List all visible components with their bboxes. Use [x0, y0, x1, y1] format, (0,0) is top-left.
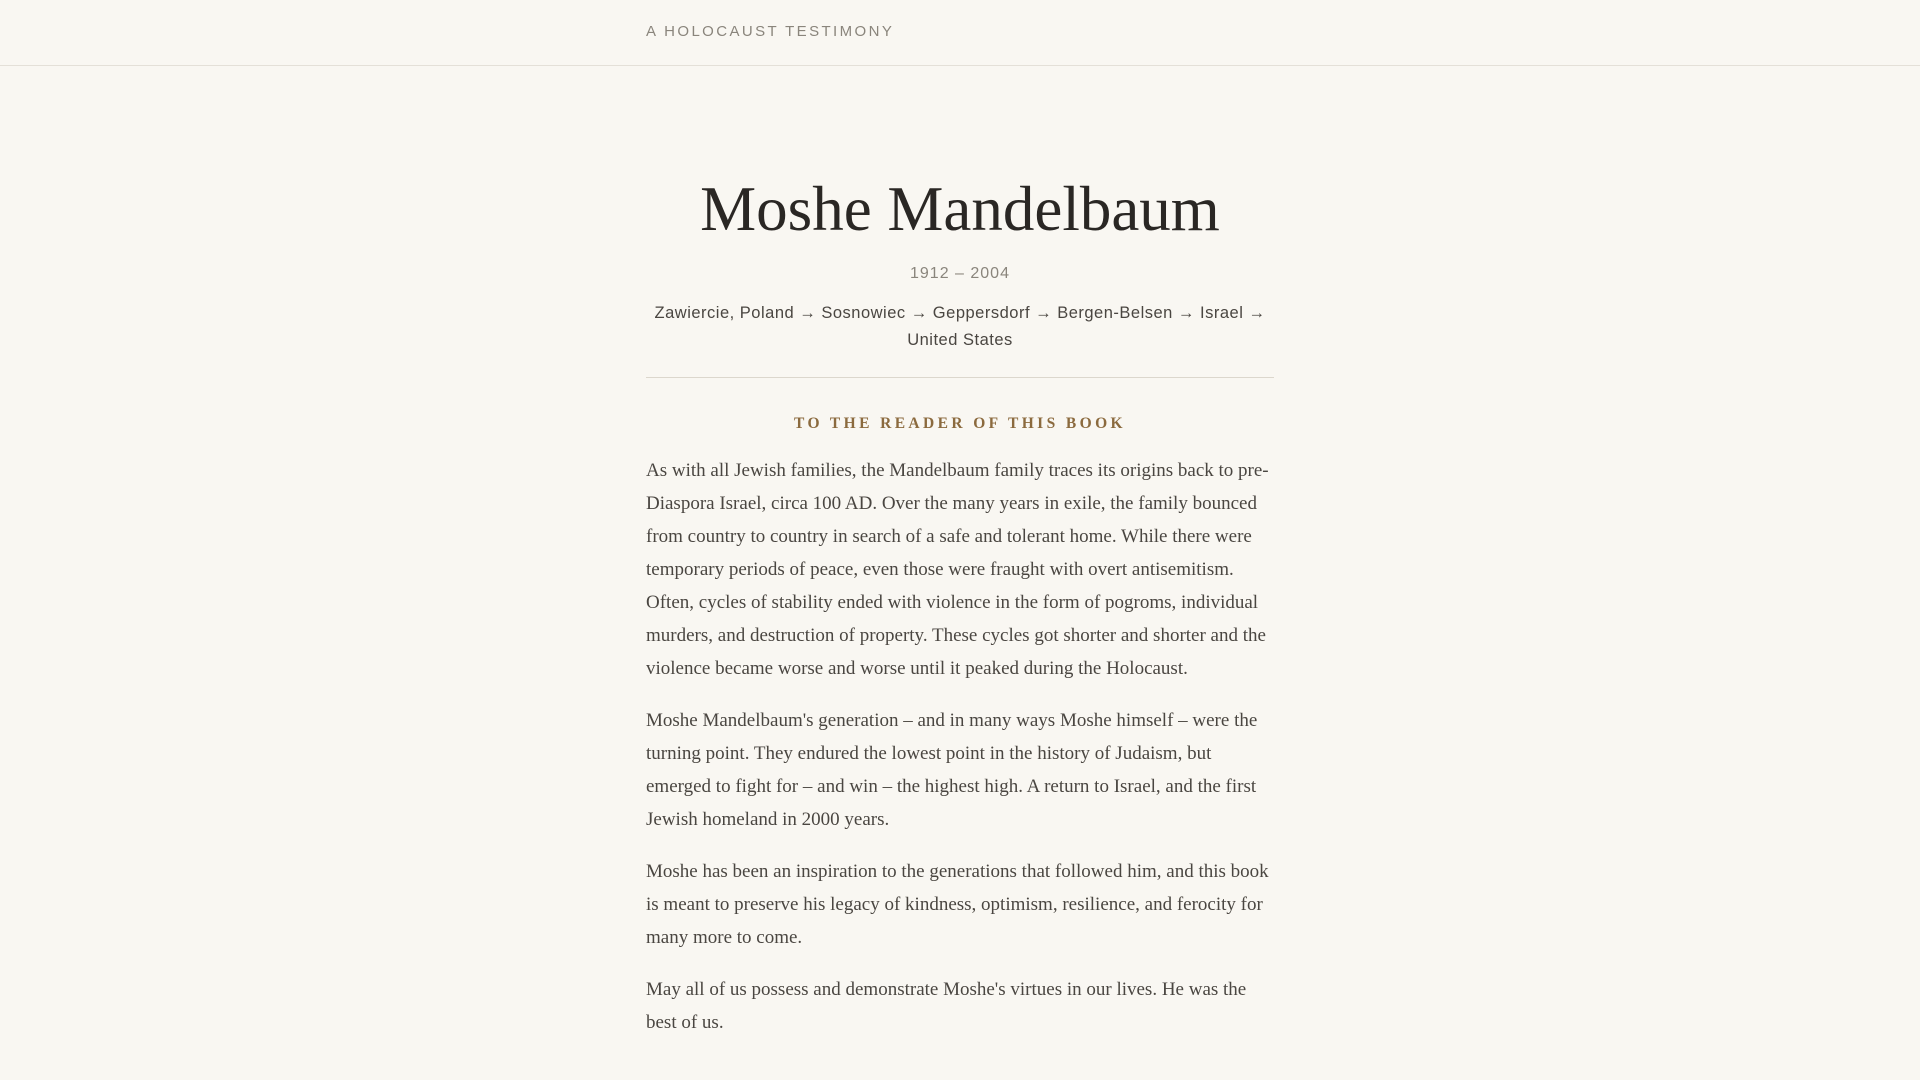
- testimony-column: [646, 66, 1274, 1058]
- dedication-paragraph: As with all Jewish families, the Mandelbaum family traces its origins back to pre-Diaspora Israel, circa 100 AD. Over the many years in exile, the family bounced from country to country in search of a safe and tolerant home. While there were temporary periods of peace, even those were fraught with overt antisemitism. Often, cycles of stability ended with violence in the form of pogroms, individual murders, and destruction of property. These cycles got shorter and shorter and the violence became worse and worse until it peaked during the Holocaust.: [646, 460, 1269, 679]
- journey-route: Zawiercie, Poland → Sosnowiec → Geppersdorf → Bergen-Belsen → Israel → United States: [654, 304, 1266, 349]
- dedication-paragraph: Moshe has been an inspiration to the generations that followed him, and this book is meant to preserve his legacy of kindness, optimism, resilience, and ferocity for many more to come.: [646, 861, 1269, 948]
- section-divider: [646, 377, 1274, 378]
- top-header: [0, 0, 1920, 66]
- page-title: Moshe Mandelbaum: [700, 174, 1220, 244]
- dedication-letter: [646, 454, 1274, 1039]
- site-title-link[interactable]: A HOLOCAUST TESTIMONY: [646, 23, 895, 40]
- dedication-heading: TO THE READER OF THIS BOOK: [793, 415, 1127, 432]
- dedication-paragraph: Moshe Mandelbaum's generation – and in many ways Moshe himself – were the turning point. They endured the lowest point in the history of Judaism, but emerged to fight for – and win – the highest high. A return to Israel, and the first Jewish homeland in 2000 years.: [646, 710, 1258, 830]
- dedication-paragraph: May all of us possess and demonstrate Moshe's virtues in our lives. He was the best of us.: [646, 979, 1247, 1033]
- life-dates: 1912 – 2004: [910, 265, 1010, 282]
